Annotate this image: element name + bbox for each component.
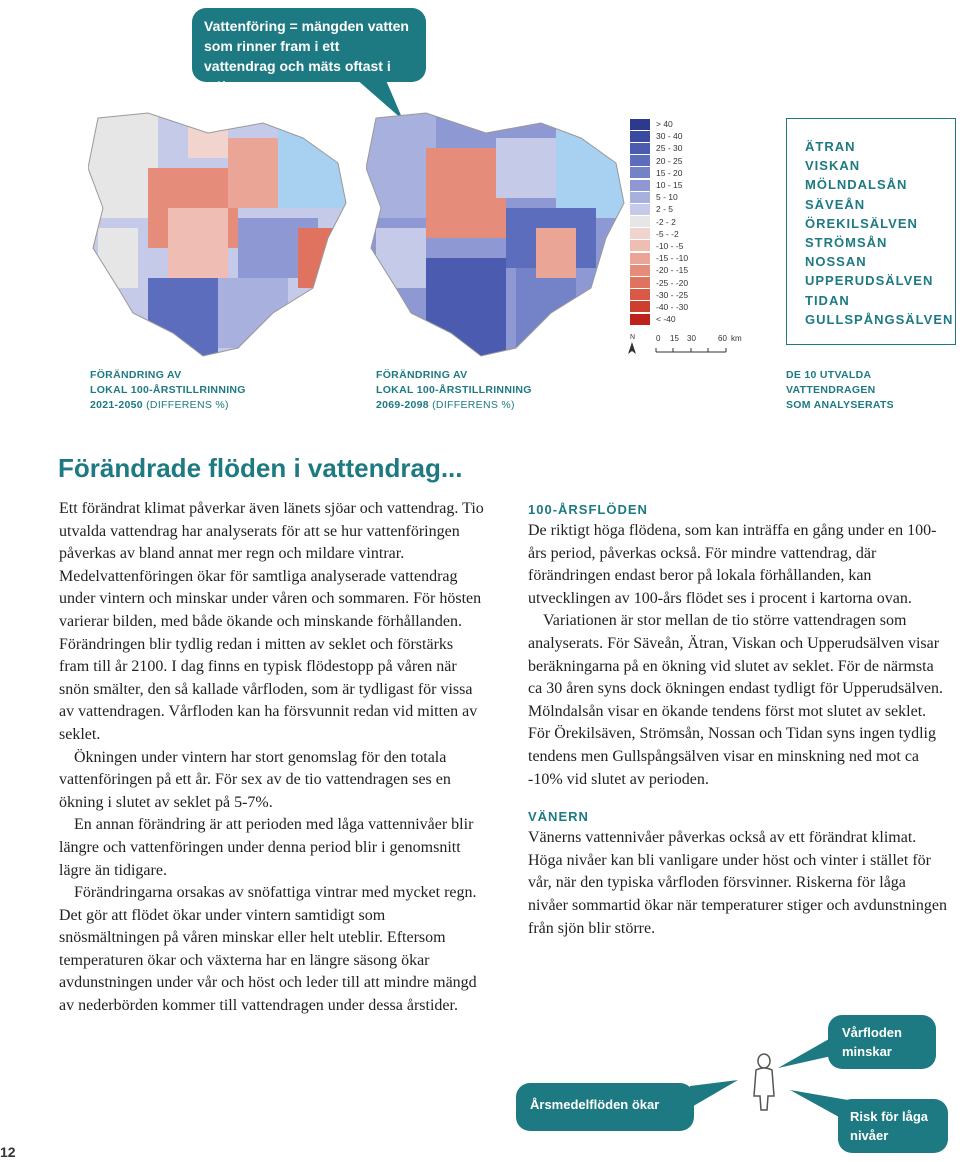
legend-entry xyxy=(630,228,750,240)
subheading-100ar: 100-ÅRSFLÖDEN xyxy=(528,502,648,517)
page-number: 12 xyxy=(0,1144,16,1160)
paragraph: Ett förändrat klimat påverkar även länets sjöar och vattendrag. Tio utvalda vattendrag har analyserats för att se hur vattenföringen påverkas av bland annat mer regn och mildare vintrar. Medelvattenföringen ökar för samtliga analyserade vattendrag under vintern och minskar under våren och sommaren. För hösten varierar bilden, med både ökande och minskande förhållanden. Förändringen blir tydlig redan i mitten av seklet och förstärks fram till år 2100. I dag finns en typisk flödestopp på våren när snön smälter, den så kallade vårfloden, som är tydligast för vissa av vattendragen. Vårfloden kan ha försvunnit redan vid mitten av seklet. xyxy=(59,500,484,743)
legend-label: -40 - -30 xyxy=(656,301,689,312)
legend-label: 5 - 10 xyxy=(656,192,678,203)
legend-entry xyxy=(630,191,750,203)
scale-unit: km xyxy=(731,334,742,343)
legend-entry xyxy=(630,240,750,252)
legend-label: 15 - 20 xyxy=(656,167,683,178)
legend-label: -20 - -15 xyxy=(656,265,689,276)
rivers-caption: DE 10 UTVALDA VATTENDRAGEN SOM ANALYSERATS xyxy=(786,369,894,411)
legend-label: 25 - 30 xyxy=(656,143,683,154)
legend-swatch xyxy=(630,167,650,178)
river-name: NOSSAN xyxy=(805,254,867,270)
paragraph: En annan förändring är att perioden med låga vattennivåer blir längre och vattenföringen under denna period blir i genomsnitt lägre än tidigare. xyxy=(59,816,474,879)
bubble-arsmedel: Årsmedelflöden ökar xyxy=(516,1083,694,1131)
bubble-varfloden: Vårfloden minskar xyxy=(828,1015,936,1069)
legend-swatch xyxy=(630,289,650,300)
legend-swatch xyxy=(630,265,650,276)
legend-label: -30 - -25 xyxy=(656,289,689,300)
person-icon xyxy=(748,1052,780,1112)
left-column xyxy=(59,498,484,1018)
north-arrow-icon xyxy=(628,342,636,354)
river-name: TIDAN xyxy=(805,292,850,308)
legend-label: 30 - 40 xyxy=(656,131,683,142)
legend-label: -5 - -2 xyxy=(656,228,679,239)
legend-label: -2 - 2 xyxy=(656,216,676,227)
legend-entry xyxy=(630,203,750,215)
map-legend xyxy=(630,118,750,325)
legend-label: > 40 xyxy=(656,119,673,130)
paragraph: Förändringarna orsakas av snöfattiga vintrar med mycket regn. Det gör att flödet ökar under vintern samtidigt som snösmältningen på våren minskar eller helt uteblir. Eftersom temperaturen ökar och växterna har en längre säsong ökar avdunstningen under vår och höst och leder till att mindre mängd av nederbörden kommer till vattendragen under dessa årstider. xyxy=(59,884,477,1015)
scale-label: 60 xyxy=(718,334,727,343)
map-2069-2098 xyxy=(366,108,636,358)
paragraph: Vänerns vattennivåer påverkas också av ett förändrat klimat. Höga nivåer kan bli vanligare under höst och vinter i stället för vår, när den typiska vårfloden försvinner. Riskerna för låga nivåer sommartid ökar när temperaturer stiger och avdunstningen från sjön blir större. xyxy=(528,829,947,937)
legend-entry xyxy=(630,252,750,264)
right-column xyxy=(528,500,948,940)
scale-label: 0 xyxy=(656,334,661,343)
scale-bar xyxy=(628,330,748,356)
map2-caption: FÖRÄNDRING AV LOKAL 100-ÅRSTILLRINNING 2069-2098 (DIFFERENS %) xyxy=(376,369,532,411)
north-letter: N xyxy=(630,334,636,341)
legend-entry xyxy=(630,118,750,130)
legend-swatch xyxy=(630,277,650,288)
river-name: MÖLNDALSÅN xyxy=(805,177,908,193)
scale-label: 30 xyxy=(687,334,696,343)
legend-entry xyxy=(630,313,750,325)
legend-swatch xyxy=(630,240,650,251)
legend-entry xyxy=(630,130,750,142)
legend-entry xyxy=(630,276,750,288)
scale-label: 15 xyxy=(670,334,679,343)
river-name: GULLSPÅNGSÄLVEN xyxy=(805,311,954,327)
legend-swatch xyxy=(630,204,650,215)
legend-entry xyxy=(630,289,750,301)
legend-swatch xyxy=(630,301,650,312)
map-2021-2050 xyxy=(88,108,358,358)
legend-entry xyxy=(630,179,750,191)
legend-swatch xyxy=(630,143,650,154)
legend-entry xyxy=(630,142,750,154)
legend-swatch xyxy=(630,314,650,325)
river-name: VISKAN xyxy=(805,158,861,174)
map1-caption: FÖRÄNDRING AV LOKAL 100-ÅRSTILLRINNING 2021-2050 (DIFFERENS %) xyxy=(90,369,246,411)
legend-entry xyxy=(630,301,750,313)
river-name: UPPERUDSÄLVEN xyxy=(805,273,934,289)
definition-bubble xyxy=(192,8,426,94)
legend-entry xyxy=(630,216,750,228)
legend-label: < -40 xyxy=(656,314,676,325)
rivers-list xyxy=(786,118,956,345)
legend-swatch xyxy=(630,119,650,130)
legend-label: -25 - -20 xyxy=(656,277,689,288)
legend-label: -10 - -5 xyxy=(656,240,684,251)
legend-swatch xyxy=(630,228,650,239)
legend-label: -15 - -10 xyxy=(656,253,689,264)
legend-entry xyxy=(630,167,750,179)
legend-label: 10 - 15 xyxy=(656,180,683,191)
river-name: ÖREKILSÄLVEN xyxy=(805,215,918,231)
legend-swatch xyxy=(630,216,650,227)
river-name: SÄVEÅN xyxy=(805,196,866,212)
paragraph: Ökningen under vintern har stort genomslag för den totala vattenföringen på ett år. För sex av de tio vattendragen ses en ökning i slutet av seklet på 5-7%. xyxy=(59,748,451,811)
paragraph: De riktigt höga flödena, som kan inträffa en gång under en 100-års period, påverkas också. För mindre vattendrag, där förändringen endast beror på lokala förhållanden, kan utvecklingen av 100-års flödet ses i procent i kartorna ovan. xyxy=(528,522,937,607)
legend-entry xyxy=(630,264,750,276)
legend-swatch xyxy=(630,253,650,264)
bubble-risk: Risk för låga nivåer xyxy=(838,1099,948,1153)
legend-label: 20 - 25 xyxy=(656,155,683,166)
river-name: ÄTRAN xyxy=(805,139,856,154)
legend-swatch xyxy=(630,131,650,142)
subheading-vanern: VÄNERN xyxy=(528,809,589,825)
legend-entry xyxy=(630,155,750,167)
paragraph: Variationen är stor mellan de tio större vattendragen som analyserats. För Säveån, Ätran, Viskan och Upperudsälven visar beräkningarna på en ökning vid slutet av seklet. För de närmsta ca 30 åren syns dock ökningen endast tydligt för Upperudsälven. Mölndalsån visar en ökande tendens först mot slutet av seklet. För Örekilsäven, Strömsån, Nossan och Tidan syns ingen tydlig tendens men Gullspångsälven visar en minskning ned mot ca -10% vid slutet av perioden. xyxy=(528,612,944,788)
section-heading: Förändrade flöden i vattendrag... xyxy=(58,453,463,483)
legend-swatch xyxy=(630,180,650,191)
legend-label: 2 - 5 xyxy=(656,204,674,215)
definition-text: Vattenföring = mängden vatten som rinner fram i ett vattendrag och mäts oftast i m³/s xyxy=(204,18,409,94)
legend-swatch xyxy=(630,192,650,203)
legend-swatch xyxy=(630,155,650,166)
river-name: STRÖMSÅN xyxy=(805,235,888,251)
